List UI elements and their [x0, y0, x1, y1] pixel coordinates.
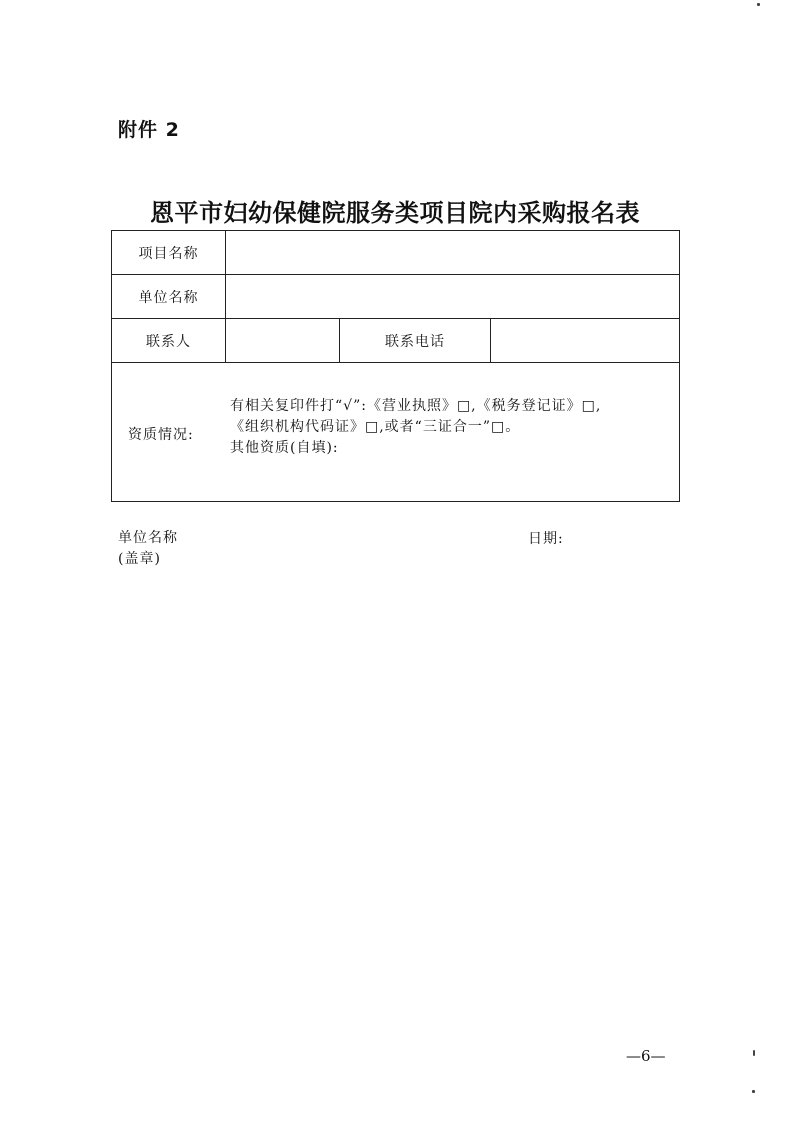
contact-label: 联系人	[112, 319, 226, 363]
qualification-label: 资质情况:	[128, 427, 194, 443]
page-title: 恩平市妇幼保健院服务类项目院内采购报名表	[150, 198, 640, 227]
registration-form-table	[111, 230, 680, 502]
footer-seal-label: (盖章)	[118, 551, 161, 567]
phone-field[interactable]	[491, 319, 680, 363]
footer-unit-block	[118, 528, 178, 570]
qualification-text	[228, 396, 679, 459]
footer-unit-name-label: 单位名称	[118, 530, 178, 546]
qualification-line: 其他资质(自填):	[230, 439, 339, 456]
unit-name-label: 单位名称	[112, 275, 226, 319]
project-name-label: 项目名称	[112, 231, 226, 275]
project-name-field[interactable]	[226, 231, 680, 275]
qualification-cell[interactable]	[112, 363, 680, 502]
qualification-line: 《组织机构代码证》□,或者“三证合一”□。	[230, 418, 521, 435]
attachment-label: 附件 2	[118, 119, 180, 141]
unit-name-field[interactable]	[226, 275, 680, 319]
contact-field[interactable]	[226, 319, 340, 363]
scan-mark	[757, 3, 760, 6]
phone-label: 联系电话	[340, 319, 491, 363]
qualification-row	[112, 363, 680, 502]
contact-row	[112, 319, 680, 363]
footer-date-label: 日期:	[528, 531, 564, 547]
project-name-row	[112, 231, 680, 275]
scan-mark	[752, 1090, 755, 1093]
scan-mark	[753, 1050, 755, 1056]
qualification-line: 有相关复印件打“√”:《营业执照》□,《税务登记证》□,	[230, 397, 602, 414]
page-number: —6—	[626, 1047, 666, 1065]
unit-name-row	[112, 275, 680, 319]
